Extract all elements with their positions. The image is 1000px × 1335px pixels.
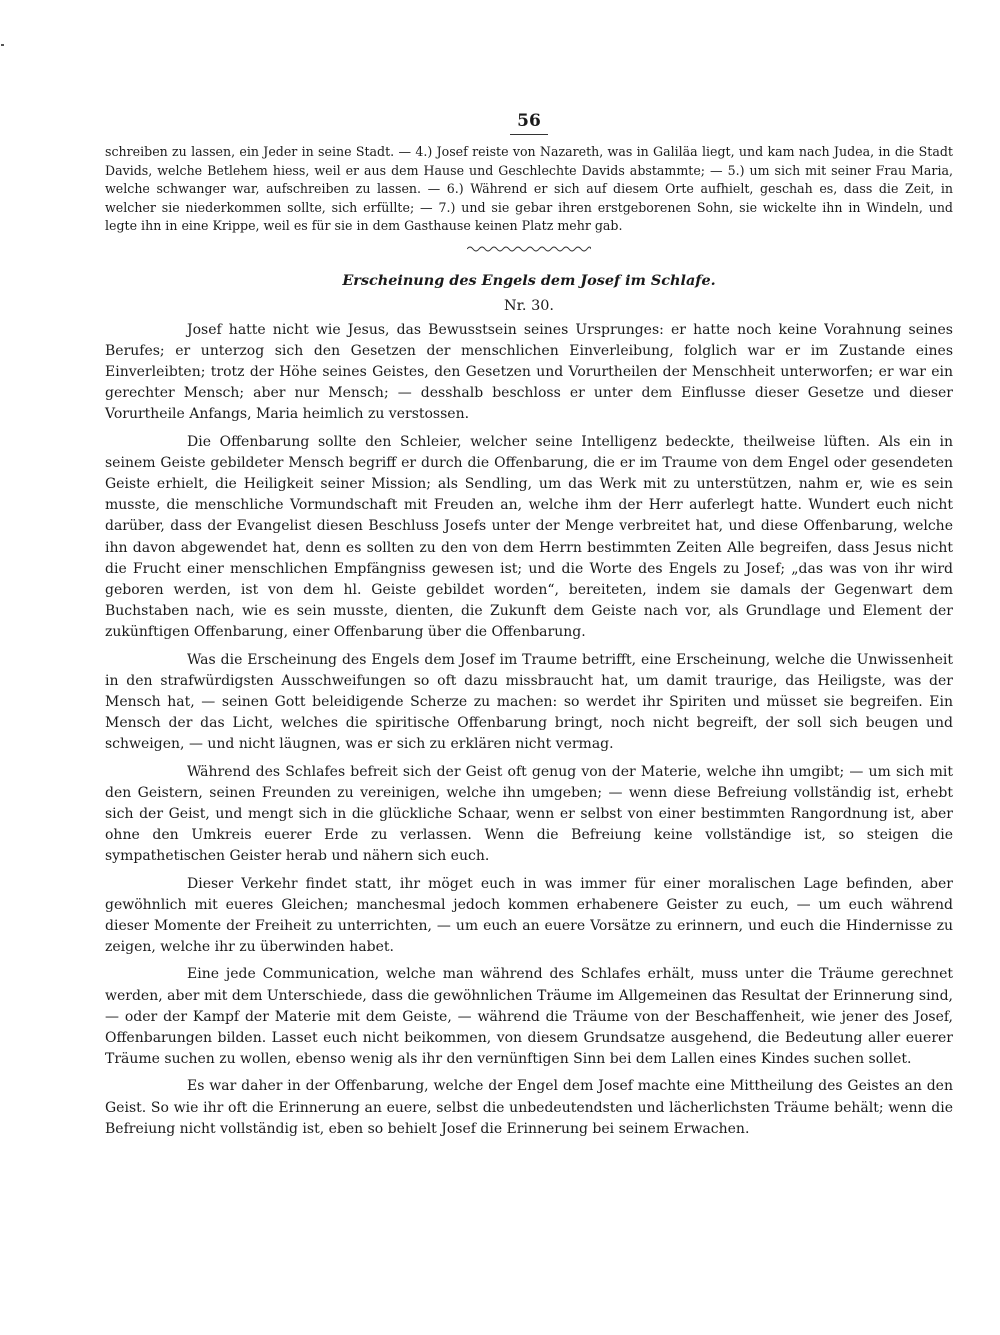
document-page [105, 113, 953, 1146]
body-paragraph-5: Dieser Verkehr findet statt, ihr möget euch in was immer für einer moralischen Lage befinden, aber gewöhnlich mit eueres Gleichen; manchesmal jedoch kommen erhabenere Geister zu euch, — um euch während dieser Momente der Freiheit zu unterrichten, — um euch an euere Vorsätze zu erinnern, und euch die Hindernisse zu zeigen, welche ihr zu überwinden habet. [105, 875, 953, 956]
previous-section-paragraph: schreiben zu lassen, ein Jeder in seine Stadt. — 4.) Josef reiste von Nazareth, was in Galiläa liegt, und kam nach Judea, in die Stadt Davids, welche Betlehem hiess, weil er aus dem Hause und Geschlechte Davids abstammte; — 5.) um sich mit seiner Frau Maria, welche schwanger war, aufschreiben zu lassen. — 6.) Während er sich auf diesem Orte aufhielt, geschah es, dass die Zeit, in welcher sie niederkommen sollte, sich erfüllte; — 7.) und sie gebar ihren erstgeborenen Sohn, sie wickelte ihn in Windeln, und legte ihn in eine Krippe, weil es für sie in dem Gasthause keinen Platz mehr gab. [105, 144, 953, 233]
scan-mark [1, 44, 4, 46]
body-paragraph-4: Während des Schlafes befreit sich der Geist oft genug von der Materie, welche ihn umgibt; — um sich mit den Geistern, seinen Freunden zu vereinigen, welche ihn umgeben; — wenn diese Befreiung vollständig ist, erhebt sich der Geist, und mengt sich in die glückliche Schaar, wenn er selbst von einer bestimmten Rangordnung ist, aber ohne den Umkreis euerer Erde zu verlassen. Wenn die Befreiung keine vollständige ist, so steigen die sympathetischen Geister herab und nähern sich euch. [105, 763, 953, 865]
section-title: Erscheinung des Engels dem Josef im Schlafe. [342, 271, 716, 289]
body-paragraph-7: Es war daher in der Offenbarung, welche der Engel dem Josef machte eine Mittheilung des Geistes an den Geist. So wie ihr oft die Erinnerung an euere, selbst die unbedeutendsten und lächerlichsten Träume behält; wenn die Befreiung nicht vollständig ist, eben so behielt Josef die Erinnerung bei seinem Erwachen. [105, 1078, 953, 1137]
section-number: Nr. 30. [504, 297, 554, 314]
body-paragraph-3: Was die Erscheinung des Engels dem Josef im Traume betrifft, eine Erscheinung, welche die Unwissenheit in den strafwürdigsten Ausschweifungen so oft dazu missbraucht hat, um damit traurige, das Heiligste, was der Mensch hat, — seinen Gott beleidigende Scherze zu machen: so werdet ihr Spiriten und müsset sie begreifen. Ein Mensch der das Licht, welches die spiritische Offenbarung bringt, noch nicht begreift, der soll sich beugen und schweigen, — und nicht läugnen, was er sich zu erklären nicht vermag. [105, 651, 953, 753]
body-paragraph-6: Eine jede Communication, welche man während des Schlafes erhält, muss unter die Träume gerechnet werden, aber mit dem Unterschiede, dass die gewöhnlichen Träume im Allgemeinen das Resultat der Erinnerung sind, — oder der Kampf der Materie mit dem Geiste, — während die Träume von der Beschaffenheit, wie jener des Josef, Offenbarungen bilden. Lasset euch nicht beikommen, von diesem Grundsatze ausgehend, die Bedeutung aller euerer Träume suchen zu wollen, ebenso wenig als ihr den vernünftigen Sinn bei dem Lallen eines Kindes suchen sollet. [105, 966, 953, 1068]
body-paragraph-2: Die Offenbarung sollte den Schleier, welcher seine Intelligenz bedeckte, theilweise lüften. Als ein in seinem Geiste gebildeter Mensch begriff er durch die Offenbarung, die er im Traume von dem Engel oder gesendeten Geiste erhielt, die Heiligkeit seiner Mission; als Sendling, um das Werk mit zu unterstützen, nahm er, wie es sein musste, die menschliche Vormundschaft mit Freuden an, welche ihm der Herr auferlegt hatte. Wundert euch nicht darüber, dass der Evangelist diesen Beschluss Josefs unter der Menge verbreitet hat, und diese Offenbarung, welche ihn davon abgewendet hat, denn es sollten zu den von dem Herrn bestimmten Zeiten Alle begreifen, dass Jesus nicht die Frucht einer menschlichen Empfängniss gewesen ist; und die Worte des Engels zu Josef; „das was von ihr wird geboren werden, ist von dem hl. Geiste gebildet worden“, bereiteten, indem sie damals der Gegenwart dem Buchstaben nach, wie es sein musste, dienten, die Zukunft dem Geiste nach vor, als Grundlage und Element der zukünftigen Offenbarung, einer Offenbarung über die Offenbarung. [105, 433, 953, 641]
page-number [105, 113, 953, 135]
page-number-underline [510, 134, 548, 135]
wavy-divider-ornament [467, 245, 591, 253]
body-paragraph-1: Josef hatte nicht wie Jesus, das Bewusstsein seines Ursprunges: er hatte noch keine Vorahnung seines Berufes; er unterzog sich den Gesetzen der menschlichen Einverleibung, folglich war er im Zustande eines Einverleibten; trotz der Höhe seines Geistes, den Gesetzen und Vorurtheilen der Menschheit unterworfen; er war ein gerechter Mensch; aber nur Mensch; — desshalb beschloss er unter dem Einflusse dieser Gesetze und dieser Vorurtheile Anfangs, Maria heimlich zu verstossen. [105, 321, 953, 423]
page-number-text: 56 [517, 111, 541, 131]
